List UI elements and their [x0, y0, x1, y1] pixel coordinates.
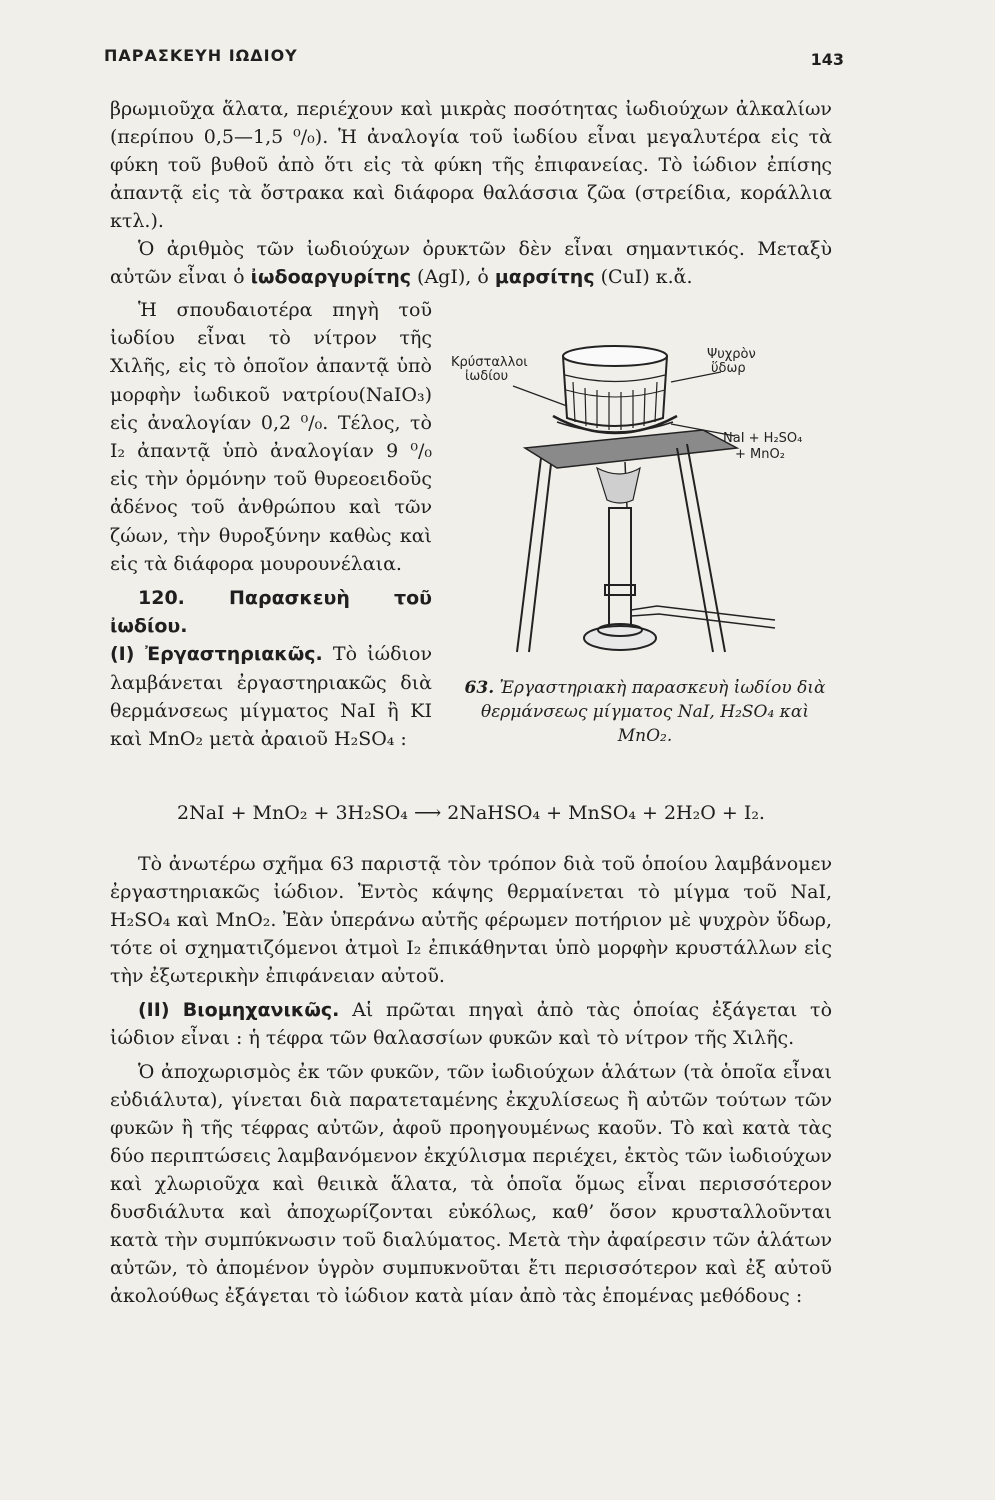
- paragraph-lab-method: (I) Ἐργαστηριακῶς. Τὸ ἰώδιον λαμβάνεται ἐργαστηριακῶς διὰ θερμάνσεως μίγματος NaI ἢ KI καὶ MnO₂ μετὰ ἀραιοῦ H₂SO₄ :: [110, 643, 432, 751]
- industrial-heading: (II) Βιομηχανικῶς.: [138, 999, 340, 1021]
- apparatus-figure: [445, 330, 830, 670]
- paragraph-extraction: Ὁ ἀποχωρισμὸς ἐκ τῶν φυκῶν, τῶν ἰωδιούχων ἁλάτων (τὰ ὁποῖα εἶναι εὐδιάλυτα), γίνεται διὰ παρατεταμένης ἐκχυλίσεως ἢ αὐτῶν τούτων τῶν φυκῶν ἢ τῆς τέφρας αὐτῶν, ἀφοῦ προηγουμένως καοῦν. Τὸ καὶ κατὰ τὰς δύο περιπτώσεις λαμβανόμενον ἐκχύλισμα περιέχει, ἐκτὸς τῶν ἰωδιούχων καὶ χλωριοῦχα καὶ θειικὰ ἅλατα, τὰ ὁποῖα ὅμως εἶναι περισσότερον δυσδιάλυτα καὶ ἀποχωρίζονται εὐκόλως, καθ’ ὅσον κρυσταλλοῦνται κατὰ τὴν συμπύκνωσιν τοῦ διαλύματος. Μετὰ τὴν ἀφαίρεσιν τῶν ἁλάτων αὐτῶν, τὸ ἀπομένον ὑγρὸν συμπυκνοῦται ἔτι περισσότερον καὶ ἐξ αὐτοῦ ἀκολούθως ἐξάγεται τὸ ἰώδιον κατὰ μίαν ἀπὸ τὰς ἑπομένας μεθόδους :: [110, 1061, 832, 1307]
- label-crystals-line2: ἰωδίου: [465, 369, 509, 384]
- paragraph-chile-nitre: Ἡ σπουδαιοτέρα πηγὴ τοῦ ἰωδίου εἶναι τὸ νίτρον τῆς Χιλῆς, εἰς τὸ ὁποῖον ἀπαντᾷ ὑπὸ μορφὴν ἰωδικοῦ νατρίου(NaIO₃) εἰς ἀναλογίαν 0,2 ⁰/₀. Τέλος, τὸ I₂ ἀπαντᾷ ὑπὸ ἀναλογίαν 9 ⁰/₀ εἰς τὴν ὁρμόνην τοῦ θυρεοειδοῦς ἀδένος τοῦ ἀνθρώπου καὶ τῶν ζώων, τὴν θυροξύνην καθὼς καὶ εἰς τὰ διάφορα μουρουνέλαια.: [110, 299, 432, 575]
- beaker-drawing: [563, 346, 667, 430]
- section-heading: 120. Παρασκευὴ τοῦ ἰωδίου.: [110, 587, 432, 638]
- running-header: [104, 44, 844, 74]
- figure-caption-text: Ἐργαστηριακὴ παρασκευὴ ἰωδίου διὰ θερμάνσεως μίγματος NaI, H₂SO₄ καὶ MnO₂.: [481, 678, 826, 746]
- figure-caption: [455, 676, 835, 748]
- paragraph-industrial: (II) Βιομηχανικῶς. Αἱ πρῶται πηγαὶ ἀπὸ τὰς ὁποίας ἐξάγεται τὸ ἰώδιον εἶναι : ἡ τέφρα τῶν θαλασσίων φυκῶν καὶ τὸ νίτρον τῆς Χιλῆς.: [110, 999, 833, 1049]
- label-crystals-line1: Κρύσταλλοι: [451, 355, 528, 370]
- intro-text: [110, 95, 832, 291]
- figure-number: 63.: [464, 678, 495, 698]
- label-water-line1: Ψυχρὸν: [707, 347, 756, 362]
- paragraph-seaweed: βρωμιοῦχα ἅλατα, περιέχουν καὶ μικρὰς ποσότητας ἰωδιούχων ἀλκαλίων (περίπου 0,5—1,5 ⁰/₀). Ἡ ἀναλογία τοῦ ἰωδίου εἶναι μεγαλυτέρα εἰς τὰ φύκη τοῦ βυθοῦ ἀπὸ ὅτι εἰς τὰ φύκη τῆς ἐπιφανείας. Τὸ ἰώδιον ἐπίσης ἀπαντᾷ εἰς τὰ ὄστρακα καὶ διάφορα θαλάσσια ζῶα (στρείδια, κοράλλια κτλ.).: [110, 98, 832, 232]
- term-marshite: μαρσίτης: [494, 266, 595, 288]
- label-mix-line1: NaI + H₂SO₄: [723, 431, 803, 446]
- reaction-equation: 2NaI + MnO₂ + 3H₂SO₄ ⟶ 2NaHSO₄ + MnSO₄ + 2H₂O + I₂.: [177, 802, 765, 824]
- body-text: [110, 850, 832, 1310]
- left-column: [110, 296, 432, 753]
- apparatus-drawing: [445, 330, 830, 670]
- burner-drawing: [584, 468, 775, 650]
- paragraph-minerals: Ὁ ἀριθμὸς τῶν ἰωδιούχων ὀρυκτῶν δὲν εἶναι σημαντικός. Μεταξὺ αὐτῶν εἶναι ὁ ἰωδοαργυρίτης (AgI), ὁ μαρσίτης (CuI) κ.ἄ.: [110, 238, 832, 288]
- wire-gauze-drawing: [525, 430, 737, 468]
- term-iodargyrite: ἰωδοαργυρίτης: [250, 266, 411, 288]
- page-number: 143: [810, 50, 844, 69]
- paragraph-figure-explanation: Τὸ ἀνωτέρω σχῆμα 63 παριστᾷ τὸν τρόπον διὰ τοῦ ὁποίου λαμβάνομεν ἐργαστηριακῶς ἰώδιον. Ἐντὸς κάψης θερμαίνεται τὸ μίγμα τοῦ NaI, H₂SO₄ καὶ MnO₂. Ἐὰν ὑπεράνω αὐτῆς φέρωμεν ποτήριον μὲ ψυχρὸν ὕδωρ, τότε οἱ σχηματιζόμενοι ἀτμοὶ I₂ ἐπικάθηνται ὑπὸ μορφὴν κρυστάλλων εἰς τὴν ἐξωτερικὴν ἐπιφάνειαν αὐτοῦ.: [110, 853, 832, 987]
- label-mix-line2: + MnO₂: [735, 447, 785, 462]
- label-water-line2: ὕδωρ: [711, 361, 746, 376]
- lab-heading: (I) Ἐργαστηριακῶς.: [110, 643, 323, 666]
- chapter-title: ΠΑΡΑΣΚΕΥΗ ΙΩΔΙΟΥ: [104, 46, 298, 65]
